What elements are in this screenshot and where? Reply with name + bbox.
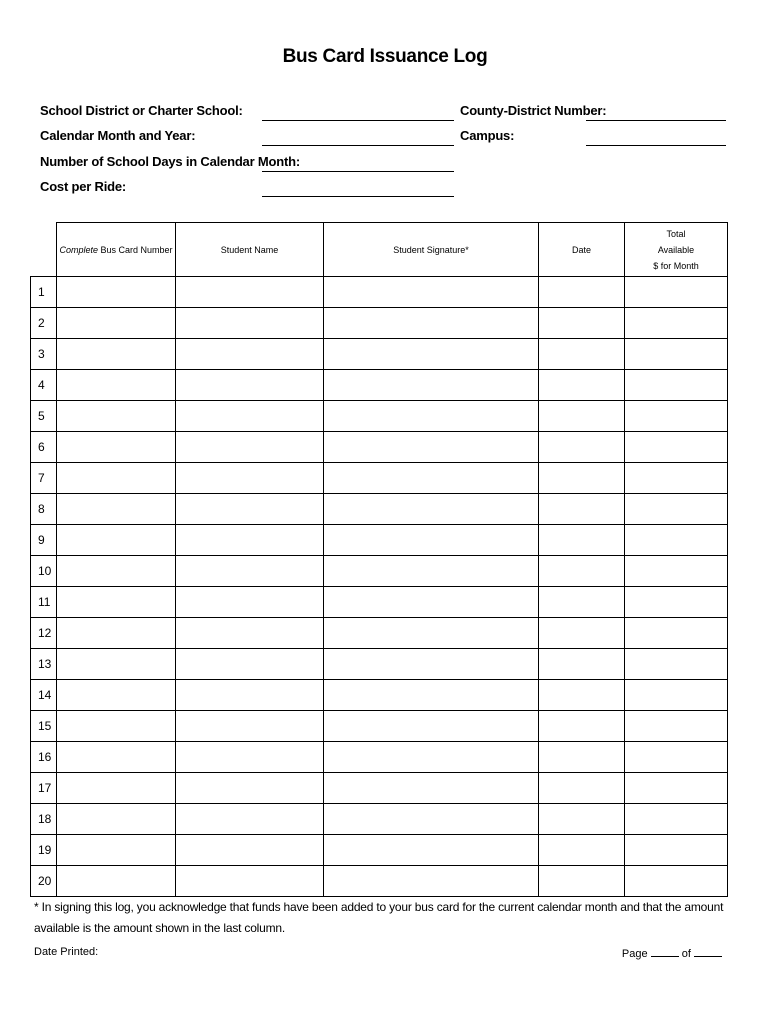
card-number-cell[interactable]: [57, 339, 176, 370]
row-number-header: [31, 223, 57, 277]
table-row: [31, 835, 728, 866]
school-days-label: Number of School Days in Calendar Month:: [40, 154, 300, 169]
table-row: [31, 866, 728, 897]
student-name-header: Student Name: [176, 223, 324, 277]
county-district-label: County-District Number:: [460, 103, 607, 118]
student-signature-cell[interactable]: [324, 835, 539, 866]
date-cell[interactable]: [539, 649, 625, 680]
student-name-cell[interactable]: [176, 618, 324, 649]
card-number-cell[interactable]: [57, 649, 176, 680]
card-number-cell[interactable]: [57, 463, 176, 494]
total-available-cell[interactable]: [625, 680, 728, 711]
total-available-cell[interactable]: [625, 556, 728, 587]
row-number: 20: [31, 866, 57, 897]
student-signature-cell[interactable]: [324, 370, 539, 401]
total-available-cell[interactable]: [625, 339, 728, 370]
card-number-cell[interactable]: [57, 835, 176, 866]
date-cell[interactable]: [539, 835, 625, 866]
total-available-cell[interactable]: [625, 742, 728, 773]
row-number: 1: [31, 277, 57, 308]
calendar-month-label: Calendar Month and Year:: [40, 128, 196, 143]
signature-footnote: * In signing this log, you acknowledge that funds have been added to your bus card for the current calendar month and that the amount available is the amount shown in the last column.: [34, 900, 724, 935]
card-number-cell[interactable]: [57, 432, 176, 463]
date-header: Date: [539, 223, 625, 277]
total-available-cell[interactable]: [625, 587, 728, 618]
date-cell[interactable]: [539, 711, 625, 742]
student-name-cell[interactable]: [176, 835, 324, 866]
date-cell[interactable]: [539, 401, 625, 432]
row-number: 2: [31, 308, 57, 339]
row-number: 11: [31, 587, 57, 618]
student-name-cell[interactable]: [176, 556, 324, 587]
student-signature-cell[interactable]: [324, 308, 539, 339]
student-name-cell[interactable]: [176, 339, 324, 370]
row-number: 9: [31, 525, 57, 556]
card-number-header-emphasis: Complete: [59, 244, 98, 255]
total-available-cell[interactable]: [625, 649, 728, 680]
row-number: 5: [31, 401, 57, 432]
total-available-cell[interactable]: [625, 308, 728, 339]
date-cell[interactable]: [539, 618, 625, 649]
of-label: of: [681, 948, 691, 960]
student-signature-cell[interactable]: [324, 277, 539, 308]
card-number-cell[interactable]: [57, 804, 176, 835]
total-available-cell[interactable]: [625, 866, 728, 897]
county-district-field[interactable]: [586, 120, 726, 121]
date-cell[interactable]: [539, 463, 625, 494]
student-name-cell[interactable]: [176, 308, 324, 339]
student-signature-cell[interactable]: [324, 494, 539, 525]
total-available-cell[interactable]: [625, 463, 728, 494]
calendar-month-field[interactable]: [262, 145, 454, 146]
row-number: 17: [31, 773, 57, 804]
date-cell[interactable]: [539, 866, 625, 897]
school-district-label: School District or Charter School:: [40, 103, 243, 118]
school-days-field[interactable]: [262, 171, 454, 172]
table-row: [31, 804, 728, 835]
card-number-cell[interactable]: [57, 773, 176, 804]
row-number: 7: [31, 463, 57, 494]
total-available-cell[interactable]: [625, 525, 728, 556]
table-row: [31, 618, 728, 649]
total-available-cell[interactable]: [625, 277, 728, 308]
date-cell[interactable]: [539, 339, 625, 370]
table-row: [31, 587, 728, 618]
date-cell[interactable]: [539, 587, 625, 618]
date-cell[interactable]: [539, 370, 625, 401]
date-cell[interactable]: [539, 556, 625, 587]
table-row: [31, 649, 728, 680]
table-row: [31, 277, 728, 308]
card-number-header-text: Bus Card Number: [98, 244, 173, 255]
date-cell[interactable]: [539, 804, 625, 835]
student-name-cell[interactable]: [176, 866, 324, 897]
table-row: [31, 711, 728, 742]
student-name-cell[interactable]: [176, 587, 324, 618]
student-signature-cell[interactable]: [324, 463, 539, 494]
student-name-cell[interactable]: [176, 494, 324, 525]
total-header-line3: $ for Month: [653, 260, 699, 271]
table-row: [31, 463, 728, 494]
table-header-row: [31, 223, 728, 277]
card-number-cell[interactable]: [57, 587, 176, 618]
student-name-cell[interactable]: [176, 742, 324, 773]
card-number-header: [57, 223, 176, 277]
cost-per-ride-field[interactable]: [262, 196, 454, 197]
table-row: [31, 680, 728, 711]
row-number: 15: [31, 711, 57, 742]
page-total-field[interactable]: [694, 946, 722, 957]
page-number-field[interactable]: [651, 946, 679, 957]
date-printed-label: Date Printed:: [34, 946, 99, 958]
student-name-cell[interactable]: [176, 711, 324, 742]
date-cell[interactable]: [539, 680, 625, 711]
cost-per-ride-label: Cost per Ride:: [40, 179, 127, 194]
date-cell[interactable]: [539, 308, 625, 339]
student-signature-cell[interactable]: [324, 432, 539, 463]
card-number-cell[interactable]: [57, 680, 176, 711]
student-signature-cell[interactable]: [324, 401, 539, 432]
card-number-cell[interactable]: [57, 711, 176, 742]
card-number-cell[interactable]: [57, 494, 176, 525]
issuance-log-table: [30, 222, 728, 897]
page-label: Page: [621, 948, 648, 960]
card-number-cell[interactable]: [57, 525, 176, 556]
total-available-cell[interactable]: [625, 370, 728, 401]
total-available-cell[interactable]: [625, 835, 728, 866]
row-number: 6: [31, 432, 57, 463]
row-number: 3: [31, 339, 57, 370]
total-available-cell[interactable]: [625, 401, 728, 432]
table-row: [31, 494, 728, 525]
student-name-cell[interactable]: [176, 463, 324, 494]
row-number: 13: [31, 649, 57, 680]
card-number-cell[interactable]: [57, 370, 176, 401]
student-name-cell[interactable]: [176, 680, 324, 711]
row-number: 19: [31, 835, 57, 866]
student-name-cell[interactable]: [176, 649, 324, 680]
card-number-cell[interactable]: [57, 277, 176, 308]
campus-label: Campus:: [460, 128, 515, 143]
student-name-cell[interactable]: [176, 370, 324, 401]
row-number: 14: [31, 680, 57, 711]
student-signature-cell[interactable]: [324, 866, 539, 897]
table-row: [31, 773, 728, 804]
campus-field[interactable]: [586, 145, 726, 146]
student-signature-cell[interactable]: [324, 556, 539, 587]
school-district-field[interactable]: [262, 120, 454, 121]
table-row: [31, 525, 728, 556]
date-cell[interactable]: [539, 525, 625, 556]
total-available-cell[interactable]: [625, 711, 728, 742]
student-signature-cell[interactable]: [324, 649, 539, 680]
student-signature-cell[interactable]: [324, 804, 539, 835]
date-cell[interactable]: [539, 277, 625, 308]
student-name-cell[interactable]: [176, 401, 324, 432]
date-cell[interactable]: [539, 742, 625, 773]
student-name-cell[interactable]: [176, 804, 324, 835]
document-title: Bus Card Issuance Log: [282, 46, 488, 67]
student-signature-cell[interactable]: [324, 680, 539, 711]
student-signature-cell[interactable]: [324, 587, 539, 618]
student-name-cell[interactable]: [176, 277, 324, 308]
total-available-cell[interactable]: [625, 618, 728, 649]
table-row: [31, 742, 728, 773]
row-number: 18: [31, 804, 57, 835]
table-row: [31, 432, 728, 463]
student-signature-cell[interactable]: [324, 742, 539, 773]
student-name-cell[interactable]: [176, 773, 324, 804]
student-signature-cell[interactable]: [324, 618, 539, 649]
total-header-line2: Available: [657, 244, 695, 255]
student-name-cell[interactable]: [176, 432, 324, 463]
card-number-cell[interactable]: [57, 401, 176, 432]
student-signature-cell[interactable]: [324, 711, 539, 742]
total-available-cell[interactable]: [625, 432, 728, 463]
student-name-cell[interactable]: [176, 525, 324, 556]
student-signature-cell[interactable]: [324, 525, 539, 556]
total-header-line1: Total: [666, 228, 686, 239]
table-row: [31, 339, 728, 370]
table-row: [31, 370, 728, 401]
page-number-area: [622, 946, 722, 960]
card-number-cell[interactable]: [57, 742, 176, 773]
row-number: 10: [31, 556, 57, 587]
student-signature-cell[interactable]: [324, 339, 539, 370]
card-number-cell[interactable]: [57, 308, 176, 339]
table-row: [31, 308, 728, 339]
table-row: [31, 401, 728, 432]
row-number: 8: [31, 494, 57, 525]
total-available-cell[interactable]: [625, 773, 728, 804]
total-available-cell[interactable]: [625, 804, 728, 835]
row-number: 4: [31, 370, 57, 401]
card-number-cell[interactable]: [57, 618, 176, 649]
row-number: 16: [31, 742, 57, 773]
student-signature-header: Student Signature*: [324, 223, 539, 277]
student-signature-cell[interactable]: [324, 773, 539, 804]
table-row: [31, 556, 728, 587]
row-number: 12: [31, 618, 57, 649]
date-cell[interactable]: [539, 494, 625, 525]
total-available-header: [625, 223, 728, 277]
date-cell[interactable]: [539, 773, 625, 804]
card-number-cell[interactable]: [57, 556, 176, 587]
card-number-cell[interactable]: [57, 866, 176, 897]
date-cell[interactable]: [539, 432, 625, 463]
total-available-cell[interactable]: [625, 494, 728, 525]
